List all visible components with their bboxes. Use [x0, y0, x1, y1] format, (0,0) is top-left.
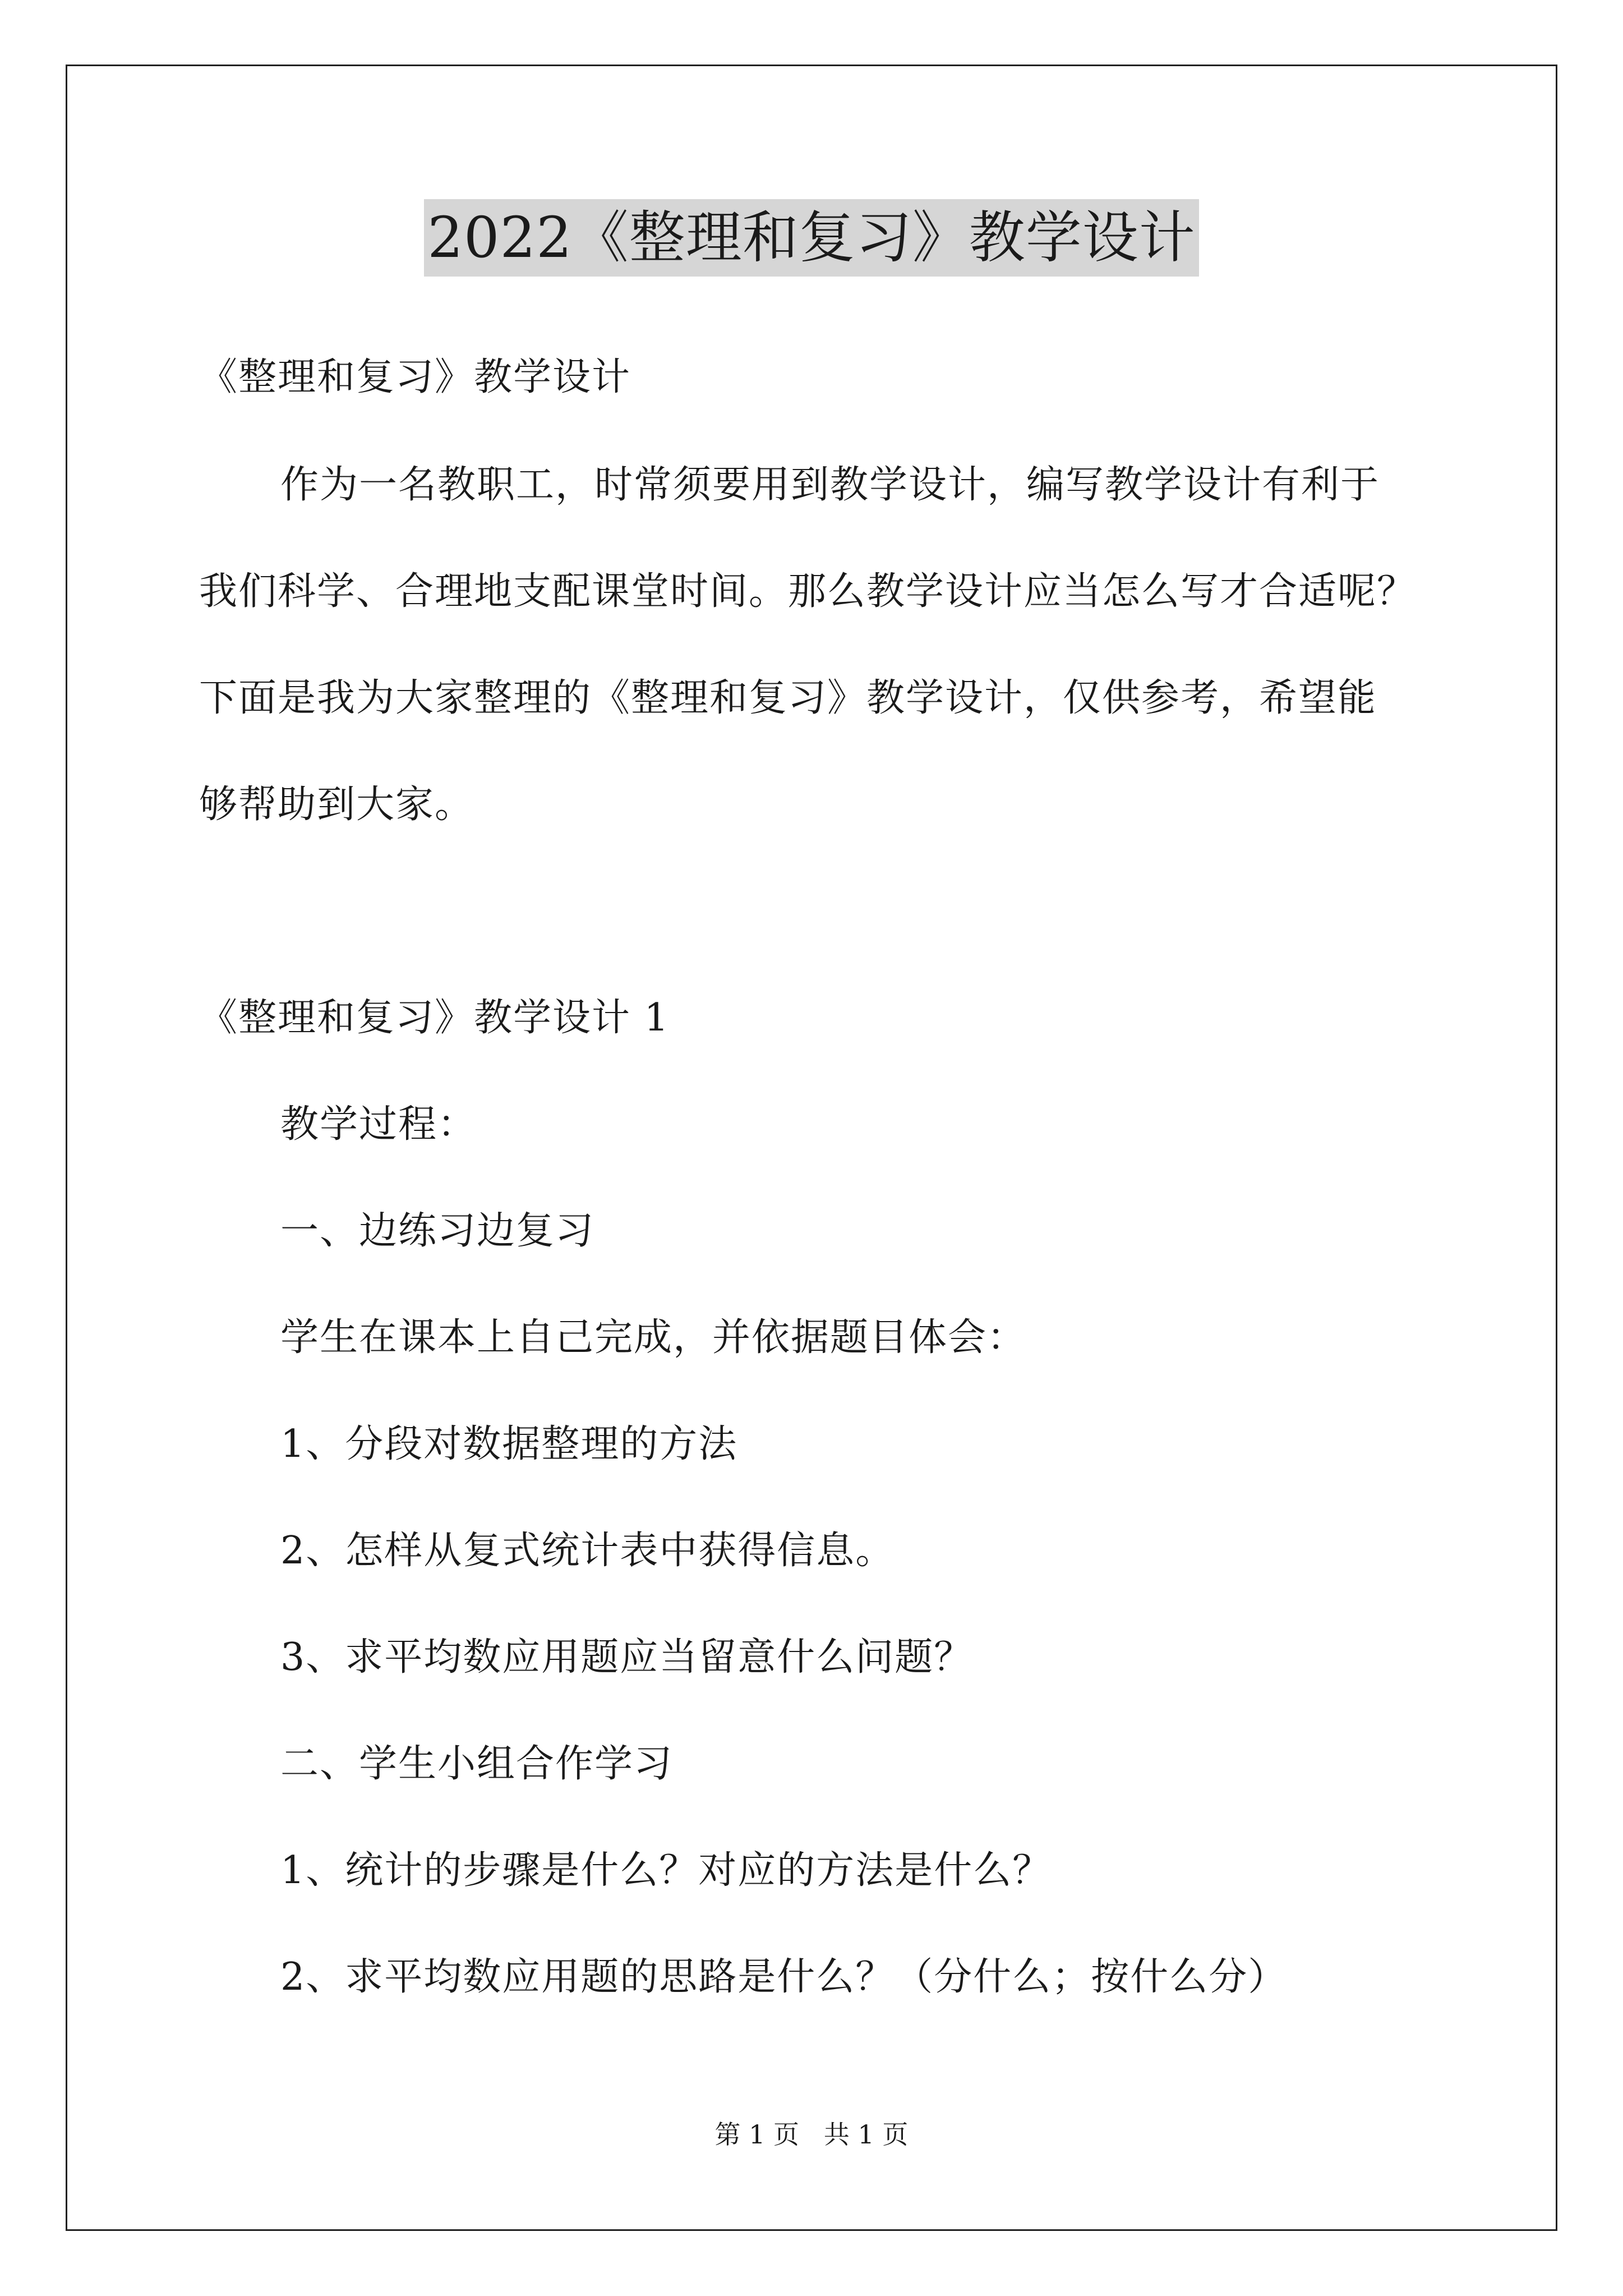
intro-line-2: 我们科学、合理地支配课堂时间。那么教学设计应当怎么写才合适呢？ [199, 569, 1417, 614]
process-label: 教学过程： [280, 1102, 477, 1147]
part1-item-3: 3、求平均数应用题应当留意什么问题？ [280, 1635, 974, 1680]
part1-item-1: 1、分段对数据整理的方法 [280, 1422, 738, 1466]
part2-item-1: 1、统计的步骤是什么？对应的方法是什么？ [280, 1848, 1052, 1893]
part2-item-2: 2、求平均数应用题的思路是什么？（分什么；按什么分） [280, 1955, 1288, 1999]
intro-line-1: 作为一名教职工，时常须要用到教学设计，编写教学设计有利于 [280, 463, 1380, 507]
part1-item-2: 2、怎样从复式统计表中获得信息。 [280, 1529, 895, 1573]
title-block [0, 199, 1623, 277]
document-subtitle: 《整理和复习》教学设计 [199, 355, 631, 399]
part1-heading: 一、边练习边复习 [280, 1209, 595, 1253]
section-heading: 《整理和复习》教学设计 1 [199, 996, 670, 1040]
page-number-footer: 第 1 页 共 1 页 [714, 2119, 909, 2150]
intro-line-4: 够帮助到大家。 [199, 783, 474, 827]
document-title: 2022《整理和复习》教学设计 [424, 199, 1199, 277]
part1-intro: 学生在课本上自己完成，并依据题目体会： [280, 1315, 1027, 1360]
intro-line-3: 下面是我为大家整理的《整理和复习》教学设计，仅供参考，希望能 [199, 676, 1377, 720]
part2-heading: 二、学生小组合作学习 [280, 1742, 674, 1786]
